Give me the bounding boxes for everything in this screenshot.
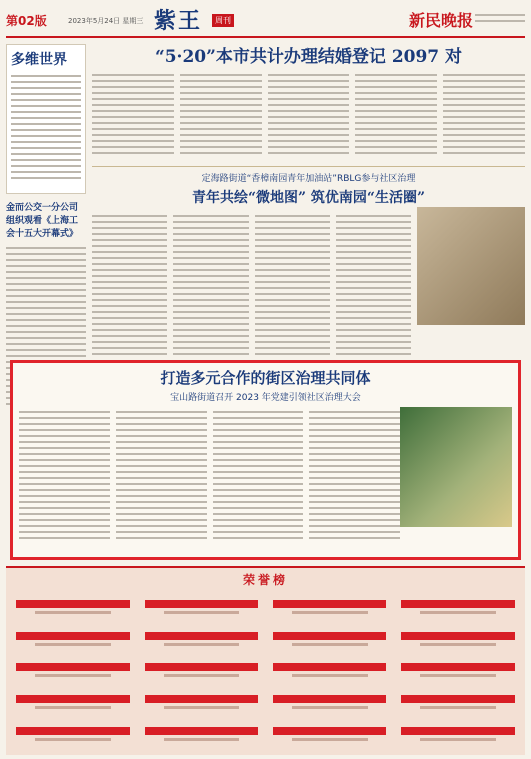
feature-subheadline: 宝山路街道召开 2023 年党建引领社区治理大会 <box>170 393 361 403</box>
paper-name: 新民晚报 <box>408 11 473 30</box>
top-story-headline: “5·20”本市共计办理结婚登记 2097 对 <box>154 47 463 67</box>
mid-story-body <box>92 215 411 359</box>
honor-cell <box>267 656 393 686</box>
honor-cell <box>10 687 136 717</box>
page-number: 第02版 <box>6 14 47 28</box>
honor-cell <box>10 624 136 654</box>
mid-story-headline: 青年共绘“微地图” 筑优南园“生活圈” <box>191 190 426 206</box>
section-tag: 周刊 <box>212 14 234 27</box>
honor-cell <box>138 624 264 654</box>
section-name: 紫王 <box>154 8 203 34</box>
honor-cell <box>138 656 264 686</box>
top-story <box>92 44 525 160</box>
honor-cell <box>138 592 264 622</box>
honor-roll-grid <box>6 588 525 753</box>
mid-story <box>92 166 525 356</box>
honor-cell <box>267 592 393 622</box>
feature-body <box>19 411 400 543</box>
paper-name-subtext <box>475 14 525 26</box>
feature-story <box>10 360 521 560</box>
mid-story-kicker: 定海路街道“香樟南园青年加油站”RBLG参与社区治理 <box>201 174 416 184</box>
mid-story-photo <box>417 207 525 325</box>
honor-cell <box>10 656 136 686</box>
honor-roll <box>6 566 525 755</box>
honor-cell <box>267 687 393 717</box>
honor-cell <box>10 719 136 749</box>
honor-cell <box>395 656 521 686</box>
honor-cell <box>267 719 393 749</box>
honor-cell <box>395 719 521 749</box>
honor-cell <box>395 624 521 654</box>
masthead <box>6 4 525 38</box>
column-box <box>6 44 86 194</box>
honor-cell <box>138 719 264 749</box>
page-date: 2023年5月24日 星期三 <box>68 17 144 25</box>
feature-photo <box>400 407 512 527</box>
honor-cell <box>10 592 136 622</box>
honor-cell <box>138 687 264 717</box>
feature-headline: 打造多元合作的街区治理共同体 <box>160 369 371 387</box>
column-name: 多维世界 <box>11 52 67 68</box>
honor-cell <box>395 687 521 717</box>
honor-roll-title: 荣誉榜 <box>242 573 288 587</box>
honor-cell <box>267 624 393 654</box>
honor-cell <box>395 592 521 622</box>
column-contact-lines <box>11 75 81 179</box>
top-story-body <box>92 74 525 158</box>
column-side-headline: 金而公交一分公司组织观看《上海工会十五大开幕式》 <box>6 203 79 239</box>
